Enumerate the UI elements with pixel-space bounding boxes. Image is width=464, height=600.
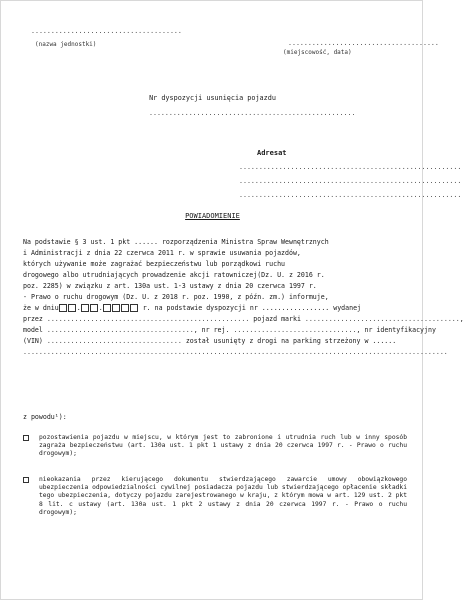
unit-name-label: (nazwa jednostki) [35, 41, 97, 48]
notice-body [23, 238, 464, 359]
reason-option-1[interactable] [23, 434, 407, 459]
year-box-3[interactable] [121, 304, 129, 312]
disposition-title: Nr dyspozycji usunięcia pojazdu [149, 94, 276, 102]
issued-by-label: przez [23, 315, 43, 323]
place-date-dots: ...................................... [288, 39, 439, 47]
day-box-2[interactable] [68, 304, 76, 312]
vin-dots[interactable]: .................................. [46, 337, 182, 345]
notice-line-8 [23, 315, 464, 326]
addressee-line-2: ........................................................ [239, 177, 462, 185]
place-date-label: (miejscowość, data) [283, 49, 352, 56]
model-label: model [23, 326, 43, 334]
reason-2-text: nieokazania przez kierującego dokumentu stwierdzającego zawarcie umowy obowiązkowego ubezpieczenia odpowiedzialności cywilnej posiadacza pojazdu lub stwierdzającego opłacenie składki tego ubezpieczenia, dotyczy pojazdu zarejestrowanego w kraju, z którym mowa w art. 129 ust. 2 pkt 8 lit. c ustawy (art. 130a ust. 1 pkt 2 ustawy z dnia 20 czerwca 1997 r. - Prawo o ruchu drogowym); [39, 476, 407, 516]
notice-line-11[interactable]: ........................................................................................................... [23, 348, 448, 356]
year-box-4[interactable] [130, 304, 138, 312]
notice-line-7-prefix: że w dniu [23, 304, 59, 312]
reasons-label: z powodu¹): [23, 413, 67, 421]
addressee-label: Adresat [257, 149, 287, 157]
notice-title: POWIADOMIENIE [185, 212, 240, 220]
notice-line-7: że w dniu . . r. na podstawie dyspozycji nr ................. wydanej [23, 304, 362, 312]
addressee-line-3: ........................................................ [239, 191, 462, 199]
notice-line-10 [23, 337, 407, 348]
year-box-2[interactable] [112, 304, 120, 312]
notice-line-2: i Administracji z dnia 22 czerwca 2011 r. w sprawie usuwania pojazdów, [23, 249, 301, 257]
month-box-2[interactable] [90, 304, 98, 312]
disposition-dots: .................................................... [149, 109, 356, 117]
year-box-1[interactable] [103, 304, 111, 312]
notice-line-4: drogowego albo utrudniających prowadzenie akcji ratowniczej(Dz. U. z 2016 r. [23, 271, 325, 279]
addressee-line-1: ........................................................ [239, 163, 462, 171]
issued-by-dots[interactable]: ................................................... [46, 315, 250, 323]
reason-1-text: pozostawienia pojazdu w miejscu, w którym jest to zabronione i utrudnia ruch lub w inny sposób zagraża bezpieczeństwu (art. 130a ust. 1 pkt 1 ustawy z dnia 20 czerwca 1997 r. - Prawo o ruchu drogowym); [39, 434, 407, 458]
comma: , [459, 315, 464, 323]
unit-name-dots: ...................................... [31, 27, 182, 35]
registration-label: , nr rej. [193, 326, 230, 334]
notice-line-5: poz. 2285) w związku z art. 130a ust. 1-3 ustawy z dnia 20 czerwca 1997 r. [23, 282, 317, 290]
removed-to-parking-text: został usunięty z drogi na parking strzeżony w ...... [185, 337, 397, 345]
notice-line-9 [23, 326, 436, 337]
reason-option-2[interactable] [23, 476, 407, 517]
notice-line-6: - Prawo o ruchu drogowym (Dz. U. z 2018 r. poz. 1990, z późn. zm.) informuje, [23, 293, 329, 301]
vehicle-make-dots[interactable]: ....................................... [304, 315, 460, 323]
reason-1-checkbox[interactable] [23, 435, 29, 441]
vin-prefix-label: , nr identyfikacyjny [356, 326, 436, 334]
reason-2-checkbox[interactable] [23, 477, 29, 483]
notice-line-1: Na podstawie § 3 ust. 1 pkt ...... rozporządzenia Ministra Spraw Wewnętrznych [23, 238, 329, 246]
registration-dots[interactable]: ............................... [233, 326, 357, 334]
vin-label: (VIN) [23, 337, 43, 345]
day-box-1[interactable] [59, 304, 67, 312]
vehicle-make-label: pojazd marki [253, 315, 301, 323]
notice-line-3: których używanie może zagrażać bezpieczeństwu lub porządkowi ruchu [23, 260, 286, 268]
notice-line-7-suffix: r. na podstawie dyspozycji nr ................. wydanej [142, 304, 362, 312]
model-dots[interactable]: ..................................... [46, 326, 194, 334]
month-box-1[interactable] [81, 304, 89, 312]
